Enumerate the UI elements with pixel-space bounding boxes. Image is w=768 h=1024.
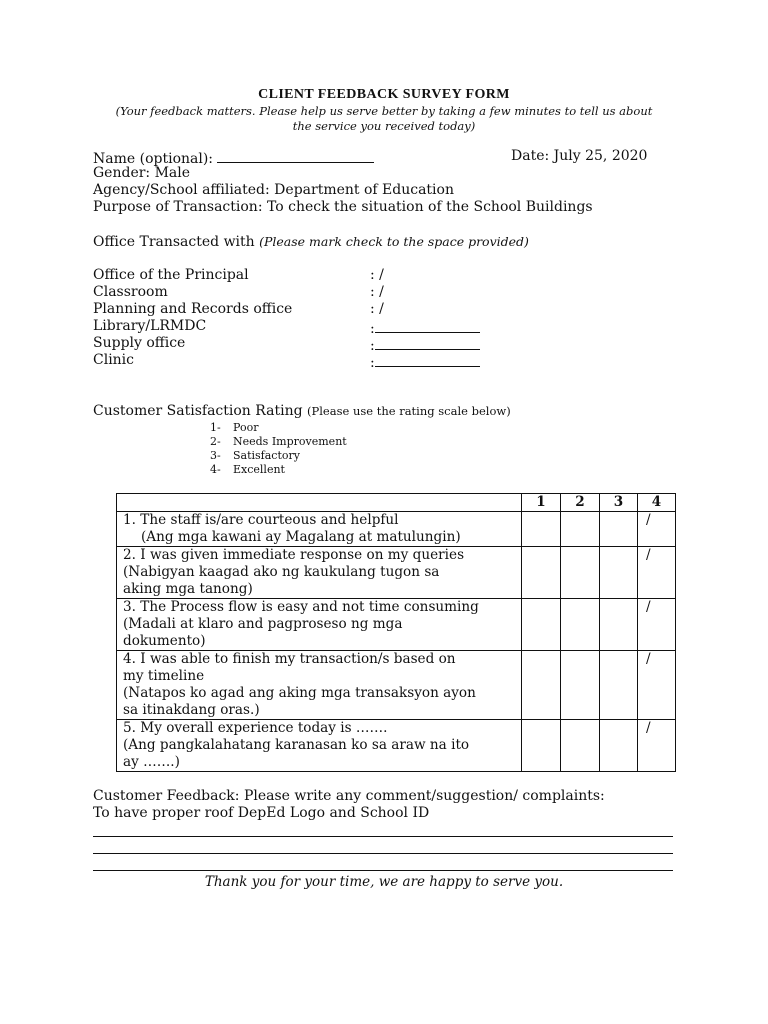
statement-line: 1. The staff is/are courteous and helpful [123,512,399,528]
rating-table [116,493,676,772]
office-item-colon: : [370,321,375,337]
date-field: Date: July 25, 2020 [511,148,648,164]
feedback-line[interactable] [93,870,673,871]
rating-header-row [117,494,676,512]
rating-cell-4[interactable]: / [638,547,676,599]
rating-col-header: 1 [522,494,561,512]
scale-number: 4- [210,463,221,476]
statement-line: sa itinakdang oras.) [123,702,260,718]
rating-cell-2[interactable] [561,599,600,651]
statement-line: ay …….) [123,754,180,770]
closing-message: Thank you for your time, we are happy to serve you. [204,874,564,890]
statement-header [117,494,522,512]
office-instruction: (Please mark check to the space provided) [259,234,529,249]
rating-cell-4[interactable]: / [638,720,676,772]
rating-heading [93,403,511,420]
rating-instruction: (Please use the rating scale below) [307,404,511,418]
statement-line: 3. The Process flow is easy and not time consuming [123,599,479,615]
rating-cell-2[interactable] [561,651,600,720]
rating-cell-1[interactable] [522,720,561,772]
form-subtitle [90,104,678,134]
agency-field: Agency/School affiliated: Department of Education [93,182,454,198]
rating-cell-2[interactable] [561,720,600,772]
office-item-colon: : [370,355,375,371]
scale-item [210,435,347,449]
scale-number: 3- [210,449,221,462]
statement-line: 4. I was able to finish my transaction/s based on [123,651,456,667]
scale-label: Poor [233,421,259,434]
scale-item [210,463,285,477]
statement-line: 2. I was given immediate response on my queries [123,547,465,563]
scale-label: Excellent [233,463,285,476]
rating-cell-1[interactable] [522,512,561,547]
statement-line: my timeline [123,668,205,684]
office-heading-text: Office Transacted with [93,234,255,250]
office-item-label: Office of the Principal [93,267,249,283]
rating-cell-1[interactable] [522,651,561,720]
name-label: Name (optional): [93,151,214,167]
statement-line: dokumento) [123,633,206,649]
rating-cell-3[interactable] [600,651,638,720]
rating-cell-2[interactable] [561,547,600,599]
office-item-label: Clinic [93,352,135,368]
rating-cell-3[interactable] [600,547,638,599]
office-item-mark[interactable]: : / [370,284,384,300]
statement-cell [117,547,522,599]
rating-cell-2[interactable] [561,512,600,547]
office-blank-line [375,352,480,367]
scale-item [210,449,300,463]
table-row [117,651,676,720]
office-heading [93,233,529,251]
form-title: CLIENT FEEDBACK SURVEY FORM [258,87,510,102]
table-row [117,599,676,651]
rating-cell-1[interactable] [522,599,561,651]
purpose-field: Purpose of Transaction: To check the situation of the School Buildings [93,199,593,215]
statement-cell [117,720,522,772]
rating-cell-3[interactable] [600,512,638,547]
rating-heading-text: Customer Satisfaction Rating [93,403,303,419]
feedback-prompt: Customer Feedback: Please write any comment/suggestion/ complaints: [93,788,605,804]
office-item-label: Supply office [93,335,186,351]
statement-cell [117,599,522,651]
gender-field: Gender: Male [93,165,191,181]
feedback-line[interactable] [93,853,673,854]
rating-cell-4[interactable]: / [638,651,676,720]
office-item-mark[interactable]: : / [370,267,384,283]
statement-line: aking mga tanong) [123,581,253,597]
statement-line: 5. My overall experience today is ……. [123,720,388,736]
rating-cell-4[interactable]: / [638,512,676,547]
name-blank[interactable] [217,148,374,163]
office-item-mark[interactable]: : / [370,301,384,317]
office-item-blank[interactable] [370,352,480,372]
table-row [117,512,676,547]
statement-line: (Natapos ko agad ang aking mga transaksyon ayon [123,685,476,701]
scale-item [210,421,258,435]
office-blank-line [375,335,480,350]
statement-cell [117,512,522,547]
scale-number: 1- [210,421,221,434]
rating-col-header: 3 [600,494,638,512]
rating-cell-3[interactable] [600,599,638,651]
table-row [117,720,676,772]
statement-line: (Ang mga kawani ay Magalang at matulungin) [141,529,461,545]
rating-col-header: 4 [638,494,676,512]
subtitle-line-1: (Your feedback matters. Please help us serve better by taking a few minutes to tell us about [115,104,653,118]
rating-cell-3[interactable] [600,720,638,772]
office-item-colon: : [370,338,375,354]
feedback-answer[interactable]: To have proper roof DepEd Logo and School ID [93,805,430,821]
statement-line: (Madali at klaro and pagproseso ng mga [123,616,403,632]
subtitle-line-2: the service you received today) [292,119,476,133]
scale-label: Needs Improvement [233,435,347,448]
scale-label: Satisfactory [233,449,300,462]
office-item-label: Planning and Records office [93,301,293,317]
statement-line: (Ang pangkalahatang karanasan ko sa araw na ito [123,737,470,753]
scale-number: 2- [210,435,221,448]
rating-col-header: 2 [561,494,600,512]
feedback-line[interactable] [93,836,673,837]
statement-cell [117,651,522,720]
rating-cell-1[interactable] [522,547,561,599]
rating-cell-4[interactable]: / [638,599,676,651]
office-item-label: Classroom [93,284,168,300]
office-blank-line [375,318,480,333]
statement-line: (Nabigyan kaagad ako ng kaukulang tugon sa [123,564,440,580]
table-row [117,547,676,599]
office-item-label: Library/LRMDC [93,318,207,334]
